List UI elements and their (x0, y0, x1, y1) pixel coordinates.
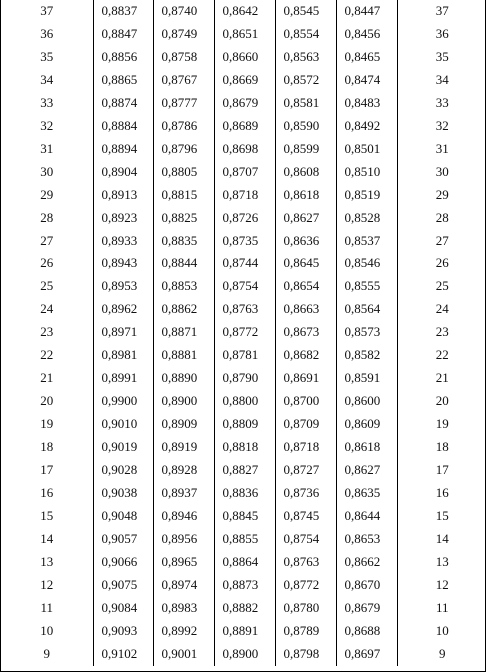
table-row (1, 138, 486, 161)
cell-value: 0,8519 (336, 184, 397, 207)
row-degree-left: 11 (40, 599, 54, 615)
table-row (1, 505, 486, 528)
cell-value: 0,9001 (153, 643, 214, 666)
cell-value: 0,8777 (153, 92, 214, 115)
cell-value: 0,8853 (153, 275, 214, 298)
cell-value: 0,8740 (153, 0, 214, 23)
cell-value: 0,8642 (214, 0, 275, 23)
cell-value: 0,9019 (93, 436, 153, 459)
row-degree-right: 25 (397, 275, 486, 298)
row-degree-right: 31 (397, 138, 486, 161)
cell-value: 0,8882 (214, 597, 275, 620)
row-degree-right: 13 (397, 551, 486, 574)
cell-value: 0,8825 (153, 207, 214, 230)
cell-value: 0,8962 (93, 298, 153, 321)
cell-value: 0,9900 (93, 390, 153, 413)
cell-value: 0,8871 (153, 321, 214, 344)
cell-value: 0,8651 (214, 23, 275, 46)
cell-value: 0,9084 (93, 597, 153, 620)
cell-value: 0,8992 (153, 620, 214, 643)
row-degree-left: 26 (40, 255, 54, 271)
cell-value: 0,8698 (214, 138, 275, 161)
row-degree-right: 18 (397, 436, 486, 459)
cell-value: 0,8913 (93, 184, 153, 207)
cell-value: 0,8700 (275, 390, 336, 413)
cell-value: 0,8447 (336, 0, 397, 23)
cell-value: 0,8645 (275, 252, 336, 275)
cell-value: 0,8884 (93, 115, 153, 138)
row-degree-left: 35 (40, 48, 54, 64)
cell-value: 0,8679 (214, 92, 275, 115)
row-degree-left: 25 (40, 278, 54, 294)
cell-value: 0,8805 (153, 161, 214, 184)
cell-value: 0,8663 (275, 298, 336, 321)
table-row (1, 436, 486, 459)
cell-value: 0,8691 (275, 367, 336, 390)
cell-value: 0,8890 (153, 367, 214, 390)
cell-value: 0,8573 (336, 321, 397, 344)
cell-value: 0,8537 (336, 230, 397, 253)
row-degree-right: 24 (397, 298, 486, 321)
row-degree-right: 16 (397, 482, 486, 505)
row-degree-right: 26 (397, 252, 486, 275)
row-degree-right: 22 (397, 344, 486, 367)
cell-value: 0,9048 (93, 505, 153, 528)
row-degree-left: 22 (40, 347, 54, 363)
table-row (1, 413, 486, 436)
cell-value: 0,8856 (93, 46, 153, 69)
cell-value: 0,8474 (336, 69, 397, 92)
cell-value: 0,8669 (214, 69, 275, 92)
row-degree-right: 15 (397, 505, 486, 528)
cell-value: 0,8528 (336, 207, 397, 230)
cell-value: 0,8627 (336, 459, 397, 482)
cell-value: 0,8744 (214, 252, 275, 275)
cell-value: 0,8763 (214, 298, 275, 321)
cell-value: 0,8946 (153, 505, 214, 528)
cell-value: 0,8844 (153, 252, 214, 275)
cell-value: 0,8545 (275, 0, 336, 23)
cell-value: 0,8660 (214, 46, 275, 69)
cell-value: 0,8900 (153, 390, 214, 413)
cell-value: 0,8673 (275, 321, 336, 344)
cell-value: 0,8904 (93, 161, 153, 184)
cell-value: 0,8492 (336, 115, 397, 138)
row-degree-right: 12 (397, 574, 486, 597)
row-degree-left: 30 (40, 163, 54, 179)
row-degree-right: 9 (397, 643, 486, 666)
cell-value: 0,8662 (336, 551, 397, 574)
table-row (1, 344, 486, 367)
cell-value: 0,8827 (214, 459, 275, 482)
cell-value: 0,8800 (214, 390, 275, 413)
cell-value: 0,8796 (153, 138, 214, 161)
row-degree-right: 32 (397, 115, 486, 138)
cell-value: 0,8483 (336, 92, 397, 115)
cell-value: 0,8873 (214, 574, 275, 597)
cell-value: 0,8718 (214, 184, 275, 207)
cell-value: 0,8749 (153, 23, 214, 46)
cell-value: 0,8591 (336, 367, 397, 390)
row-degree-right: 20 (397, 390, 486, 413)
table-row (1, 597, 486, 620)
cell-value: 0,8697 (336, 643, 397, 666)
cell-value: 0,8688 (336, 620, 397, 643)
cell-value: 0,8781 (214, 344, 275, 367)
cell-value: 0,8809 (214, 413, 275, 436)
cell-value: 0,8654 (275, 275, 336, 298)
cell-value: 0,8653 (336, 528, 397, 551)
cell-value: 0,8772 (275, 574, 336, 597)
table-row (1, 528, 486, 551)
cell-value: 0,8689 (214, 115, 275, 138)
cell-value: 0,8891 (214, 620, 275, 643)
cell-value: 0,8862 (153, 298, 214, 321)
cell-value: 0,8864 (214, 551, 275, 574)
cell-value: 0,8754 (214, 275, 275, 298)
cell-value: 0,8881 (153, 344, 214, 367)
cell-value: 0,8923 (93, 207, 153, 230)
row-degree-left: 18 (40, 439, 54, 455)
table-row (1, 230, 486, 253)
row-degree-left: 9 (43, 645, 50, 661)
row-degree-right: 14 (397, 528, 486, 551)
cell-value: 0,8974 (153, 574, 214, 597)
cell-value: 0,8758 (153, 46, 214, 69)
row-degree-left: 10 (40, 622, 54, 638)
table-row (1, 367, 486, 390)
cell-value: 0,8847 (93, 23, 153, 46)
row-degree-right: 19 (397, 413, 486, 436)
cell-value: 0,8555 (336, 275, 397, 298)
cell-value: 0,8563 (275, 46, 336, 69)
cell-value: 0,8767 (153, 69, 214, 92)
cell-value: 0,8865 (93, 69, 153, 92)
cell-value: 0,8971 (93, 321, 153, 344)
cell-value: 0,8845 (214, 505, 275, 528)
table-row (1, 115, 486, 138)
cell-value: 0,9102 (93, 643, 153, 666)
table-row (1, 551, 486, 574)
cell-value: 0,8754 (275, 528, 336, 551)
row-degree-right: 17 (397, 459, 486, 482)
cell-value: 0,8679 (336, 597, 397, 620)
cell-value: 0,8789 (275, 620, 336, 643)
cell-value: 0,8572 (275, 69, 336, 92)
cell-value: 0,8835 (153, 230, 214, 253)
table-row (1, 69, 486, 92)
row-degree-left: 19 (40, 416, 54, 432)
cell-value: 0,8786 (153, 115, 214, 138)
cell-value: 0,8510 (336, 161, 397, 184)
cell-value: 0,9028 (93, 459, 153, 482)
cell-value: 0,8726 (214, 207, 275, 230)
cell-value: 0,8608 (275, 161, 336, 184)
cell-value: 0,8581 (275, 92, 336, 115)
cell-value: 0,8933 (93, 230, 153, 253)
row-degree-right: 10 (397, 620, 486, 643)
table-row (1, 252, 486, 275)
cell-value: 0,8815 (153, 184, 214, 207)
cell-value: 0,8894 (93, 138, 153, 161)
cell-value: 0,9093 (93, 620, 153, 643)
cell-value: 0,8745 (275, 505, 336, 528)
cell-value: 0,9057 (93, 528, 153, 551)
cell-value: 0,8600 (336, 390, 397, 413)
cell-value: 0,8682 (275, 344, 336, 367)
cell-value: 0,8465 (336, 46, 397, 69)
table-body (1, 0, 486, 666)
cell-value: 0,8718 (275, 436, 336, 459)
row-degree-right: 33 (397, 92, 486, 115)
row-degree-left: 33 (40, 94, 54, 110)
cell-value: 0,8790 (214, 367, 275, 390)
cell-value: 0,8546 (336, 252, 397, 275)
cell-value: 0,9010 (93, 413, 153, 436)
cell-value: 0,8501 (336, 138, 397, 161)
cell-value: 0,8943 (93, 252, 153, 275)
table-row (1, 574, 486, 597)
row-degree-left: 27 (40, 232, 54, 248)
cell-value: 0,8956 (153, 528, 214, 551)
cell-value: 0,8707 (214, 161, 275, 184)
cell-value: 0,8919 (153, 436, 214, 459)
cell-value: 0,8981 (93, 344, 153, 367)
table-row (1, 161, 486, 184)
cell-value: 0,9038 (93, 482, 153, 505)
table-row (1, 620, 486, 643)
row-degree-left: 15 (40, 507, 54, 523)
cell-value: 0,8636 (275, 230, 336, 253)
row-degree-right: 37 (397, 0, 486, 23)
cell-value: 0,8928 (153, 459, 214, 482)
cell-value: 0,8564 (336, 298, 397, 321)
row-degree-right: 30 (397, 161, 486, 184)
row-degree-right: 28 (397, 207, 486, 230)
cell-value: 0,8635 (336, 482, 397, 505)
cell-value: 0,9066 (93, 551, 153, 574)
table-row (1, 92, 486, 115)
row-degree-right: 23 (397, 321, 486, 344)
cell-value: 0,8670 (336, 574, 397, 597)
cell-value: 0,8609 (336, 413, 397, 436)
row-degree-left: 36 (40, 25, 54, 41)
cell-value: 0,8735 (214, 230, 275, 253)
row-degree-left: 31 (40, 140, 54, 156)
cell-value: 0,8727 (275, 459, 336, 482)
cell-value: 0,9075 (93, 574, 153, 597)
cell-value: 0,8582 (336, 344, 397, 367)
cell-value: 0,8837 (93, 0, 153, 23)
table-row (1, 390, 486, 413)
table-row (1, 643, 486, 666)
cell-value: 0,8736 (275, 482, 336, 505)
value-table (1, 0, 486, 666)
cell-value: 0,8965 (153, 551, 214, 574)
row-degree-left: 29 (40, 186, 54, 202)
row-degree-left: 37 (40, 3, 54, 18)
table-row (1, 0, 486, 23)
cell-value: 0,8836 (214, 482, 275, 505)
row-degree-left: 24 (40, 301, 54, 317)
row-degree-left: 14 (40, 530, 54, 546)
cell-value: 0,8763 (275, 551, 336, 574)
cell-value: 0,8780 (275, 597, 336, 620)
cell-value: 0,8991 (93, 367, 153, 390)
cell-value: 0,8798 (275, 643, 336, 666)
cell-value: 0,8644 (336, 505, 397, 528)
cell-value: 0,8900 (214, 643, 275, 666)
cell-value: 0,8599 (275, 138, 336, 161)
cell-value: 0,8590 (275, 115, 336, 138)
cell-value: 0,8818 (214, 436, 275, 459)
table-row (1, 298, 486, 321)
row-degree-left: 13 (40, 553, 54, 569)
cell-value: 0,8855 (214, 528, 275, 551)
row-degree-left: 17 (40, 462, 54, 478)
table-row (1, 184, 486, 207)
row-degree-right: 36 (397, 23, 486, 46)
cell-value: 0,8874 (93, 92, 153, 115)
row-degree-left: 23 (40, 324, 54, 340)
cell-value: 0,8709 (275, 413, 336, 436)
cell-value: 0,8618 (336, 436, 397, 459)
table-row (1, 23, 486, 46)
cell-value: 0,8953 (93, 275, 153, 298)
row-degree-right: 29 (397, 184, 486, 207)
row-degree-right: 35 (397, 46, 486, 69)
cell-value: 0,8983 (153, 597, 214, 620)
row-degree-left: 12 (40, 576, 54, 592)
cell-value: 0,8627 (275, 207, 336, 230)
row-degree-left: 28 (40, 209, 54, 225)
table-row (1, 46, 486, 69)
row-degree-left: 34 (40, 71, 54, 87)
row-degree-left: 32 (40, 117, 54, 133)
table-row (1, 207, 486, 230)
cell-value: 0,8554 (275, 23, 336, 46)
row-degree-left: 16 (40, 485, 54, 501)
table-row (1, 482, 486, 505)
cell-value: 0,8618 (275, 184, 336, 207)
row-degree-right: 11 (397, 597, 486, 620)
row-degree-right: 34 (397, 69, 486, 92)
row-degree-left: 20 (40, 393, 54, 409)
cell-value: 0,8937 (153, 482, 214, 505)
row-degree-right: 21 (397, 367, 486, 390)
table-row (1, 459, 486, 482)
row-degree-left: 21 (40, 370, 54, 386)
cell-value: 0,8772 (214, 321, 275, 344)
cell-value: 0,8909 (153, 413, 214, 436)
row-degree-right: 27 (397, 230, 486, 253)
table-row (1, 321, 486, 344)
table-row (1, 275, 486, 298)
cell-value: 0,8456 (336, 23, 397, 46)
